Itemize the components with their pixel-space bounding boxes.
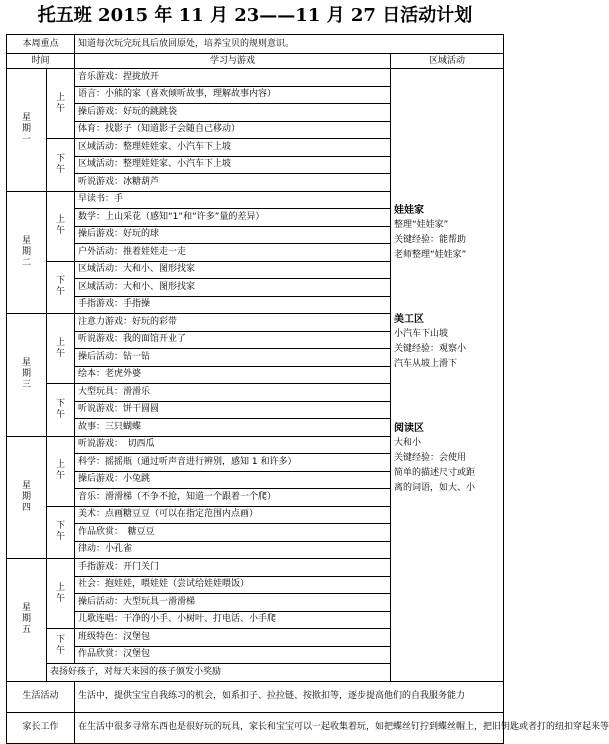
area-line: 关键经验：观察小 xyxy=(394,343,467,354)
activity-item: 绘本：老虎外婆 xyxy=(75,366,391,384)
activity-item: 手指游戏：开门关门 xyxy=(75,559,391,577)
focus-text: 知道每次玩完玩具后放回原处，培养宝贝的规则意识。 xyxy=(75,35,504,54)
morning-label-char: 上 xyxy=(56,582,66,593)
day-label-char: 星 xyxy=(21,113,31,124)
afternoon-label-char: 午 xyxy=(56,532,66,543)
morning-label xyxy=(47,314,75,384)
activity-item: 班级特色：汉堡包 xyxy=(75,629,391,647)
activity-item: 数学：上山采花（感知“1”和“许多”量的差异） xyxy=(75,209,391,227)
activity-item: 区域活动：整理娃娃家、小汽车下上坡 xyxy=(75,139,391,157)
activity-item: 作品欣赏：汉堡包 xyxy=(75,646,391,664)
area-title: 美工区 xyxy=(394,313,425,325)
activity-item: 语言：小熊的家（喜欢倾听故事，理解故事内容） xyxy=(75,86,391,104)
day-label xyxy=(7,69,47,192)
afternoon-label-char: 午 xyxy=(56,164,66,175)
day-label-char: 三 xyxy=(21,380,31,391)
activity-item: 律动：小孔雀 xyxy=(75,541,391,559)
activity-item: 大型玩具：滑滑乐 xyxy=(75,384,391,402)
morning-label xyxy=(47,191,75,261)
morning-label xyxy=(47,436,75,506)
day-label-char: 期 xyxy=(21,369,31,380)
afternoon-label-char: 午 xyxy=(56,409,66,420)
afternoon-label-char: 午 xyxy=(56,646,66,656)
morning-label-char: 午 xyxy=(56,103,66,114)
parents-label: 家长工作 xyxy=(7,712,75,743)
morning-label-char: 上 xyxy=(56,337,66,348)
area-title: 娃娃家 xyxy=(394,204,425,216)
activity-item: 作品欣赏： 糖豆豆 xyxy=(75,524,391,542)
afternoon-label xyxy=(47,384,75,437)
day-label-char: 期 xyxy=(21,246,31,257)
morning-label-char: 午 xyxy=(56,471,66,481)
day-label-char: 五 xyxy=(21,625,31,636)
area-line: 关键经验：能帮助 xyxy=(394,234,467,245)
afternoon-label-char: 下 xyxy=(56,276,66,287)
page-title: 托五班 2015 年 11 月 23——11 月 27 日活动计划 xyxy=(37,5,473,26)
area-line: 离的词语，如大、小 xyxy=(394,482,476,493)
day-label-char: 期 xyxy=(21,614,31,625)
day-label-char: 星 xyxy=(21,480,31,491)
activity-item: 操后游戏：好玩的跳跳袋 xyxy=(75,104,391,122)
area-line: 大和小 xyxy=(394,437,422,448)
header-time: 时间 xyxy=(7,54,75,69)
morning-label xyxy=(47,69,75,139)
afternoon-label xyxy=(47,629,75,664)
activity-item: 区域活动：整理娃娃家、小汽车下上坡 xyxy=(75,156,391,174)
activity-item: 科学：摇摇瓶（通过听声音进行辨别，感知 1 和许多） xyxy=(75,454,391,472)
activity-item: 手指游戏：手指操 xyxy=(75,296,391,314)
area-block xyxy=(394,204,500,263)
activity-item: 区域活动：大和小、图形找家 xyxy=(75,279,391,297)
activity-item: 音乐游戏：捏拢放开 xyxy=(75,69,391,87)
area-block xyxy=(394,313,500,372)
weekly-plan-table xyxy=(6,34,609,744)
morning-label-char: 上 xyxy=(56,92,66,103)
area-line: 整理“娃娃家” xyxy=(394,219,449,230)
header-area: 区域活动 xyxy=(391,54,504,69)
activity-item: 音乐：滑滑梯（不争不抢，知道一个跟着一个爬） xyxy=(75,489,391,507)
day-label-char: 四 xyxy=(21,502,31,513)
activity-item: 美术：点画糖豆豆（可以在指定范围内点画） xyxy=(75,506,391,524)
activity-item: 社会：抱娃娃，喂娃娃（尝试给娃娃喂饭） xyxy=(75,576,391,594)
activity-item: 儿歌连唱：干净的小手、小树叶、打电话、小手爬 xyxy=(75,611,391,629)
area-line: 关键经验：会使用 xyxy=(394,452,467,463)
activity-item: 听说游戏：饼干圆圆 xyxy=(75,401,391,419)
header-learning: 学习与游戏 xyxy=(75,54,391,69)
praise-item: 表扬好孩子，对每天来园的孩子颁发小奖励 xyxy=(47,664,391,682)
activity-item: 故事：三只蝴蝶 xyxy=(75,419,391,437)
morning-label-char: 上 xyxy=(56,215,66,225)
activity-item: 操后游戏：好玩的球 xyxy=(75,226,391,244)
area-block xyxy=(394,422,500,496)
activity-item: 体育：找影子（知道影子会随自己移动） xyxy=(75,121,391,139)
afternoon-label xyxy=(47,139,75,192)
morning-label-char: 上 xyxy=(56,460,66,470)
area-line: 汽车从坡上滑下 xyxy=(394,358,458,369)
life-text: 生活中，提供宝宝自我练习的机会，如系扣子、拉拉链、按揿扣等，逐步提高他们的自我服务能力 xyxy=(75,681,504,712)
activity-item: 操后游戏：小兔跳 xyxy=(75,471,391,489)
parents-text: 在生活中很多寻常东西也是很好玩的玩具，家长和宝宝可以一起收集着玩，如把蝶丝钉拧到蝶丝帽上，把旧钥匙或者打的纽扣穿起来等 xyxy=(75,712,504,743)
life-label: 生活活动 xyxy=(7,681,75,712)
day-label xyxy=(7,191,47,314)
area-line: 小汽车下山坡 xyxy=(394,328,449,339)
focus-label: 本周重点 xyxy=(7,35,75,54)
activity-item: 操后活动：大型玩具一滑滑梯 xyxy=(75,594,391,612)
afternoon-label-char: 午 xyxy=(56,287,66,298)
day-label-char: 星 xyxy=(21,235,31,246)
activity-item: 操后活动：钻一钻 xyxy=(75,349,391,367)
activity-item: 听说游戏：我的面馆开业了 xyxy=(75,331,391,349)
morning-label-char: 午 xyxy=(56,593,66,604)
area-line: 老师整理“娃娃家” xyxy=(394,249,467,260)
activity-item: 户外活动：推着娃娃走一走 xyxy=(75,244,391,262)
area-activities xyxy=(391,69,504,682)
afternoon-label-char: 下 xyxy=(56,635,66,645)
activity-item: 听说游戏： 切西瓜 xyxy=(75,436,391,454)
morning-label-char: 午 xyxy=(56,226,66,236)
day-label-char: 星 xyxy=(21,603,31,614)
day-label-char: 一 xyxy=(21,135,31,146)
day-label xyxy=(7,559,47,682)
day-label-char: 二 xyxy=(21,257,31,268)
morning-label-char: 午 xyxy=(56,348,66,359)
day-label xyxy=(7,314,47,437)
activity-item: 注意力游戏：好玩的彩带 xyxy=(75,314,391,332)
afternoon-label xyxy=(47,506,75,559)
afternoon-label-char: 下 xyxy=(56,398,66,409)
activity-item: 听说游戏：冰糖葫芦 xyxy=(75,174,391,192)
area-title: 阅读区 xyxy=(394,422,425,434)
activity-item: 早读书：手 xyxy=(75,191,391,209)
morning-label xyxy=(47,559,75,629)
day-label-char: 星 xyxy=(21,358,31,369)
activity-item: 区域活动：大和小、图形找家 xyxy=(75,261,391,279)
day-label-char: 期 xyxy=(21,491,31,502)
afternoon-label-char: 下 xyxy=(56,521,66,532)
afternoon-label-char: 下 xyxy=(56,153,66,164)
afternoon-label xyxy=(47,261,75,314)
day-label-char: 期 xyxy=(21,124,31,135)
area-line: 简单的描述尺寸或距 xyxy=(394,467,476,478)
day-label xyxy=(7,436,47,559)
